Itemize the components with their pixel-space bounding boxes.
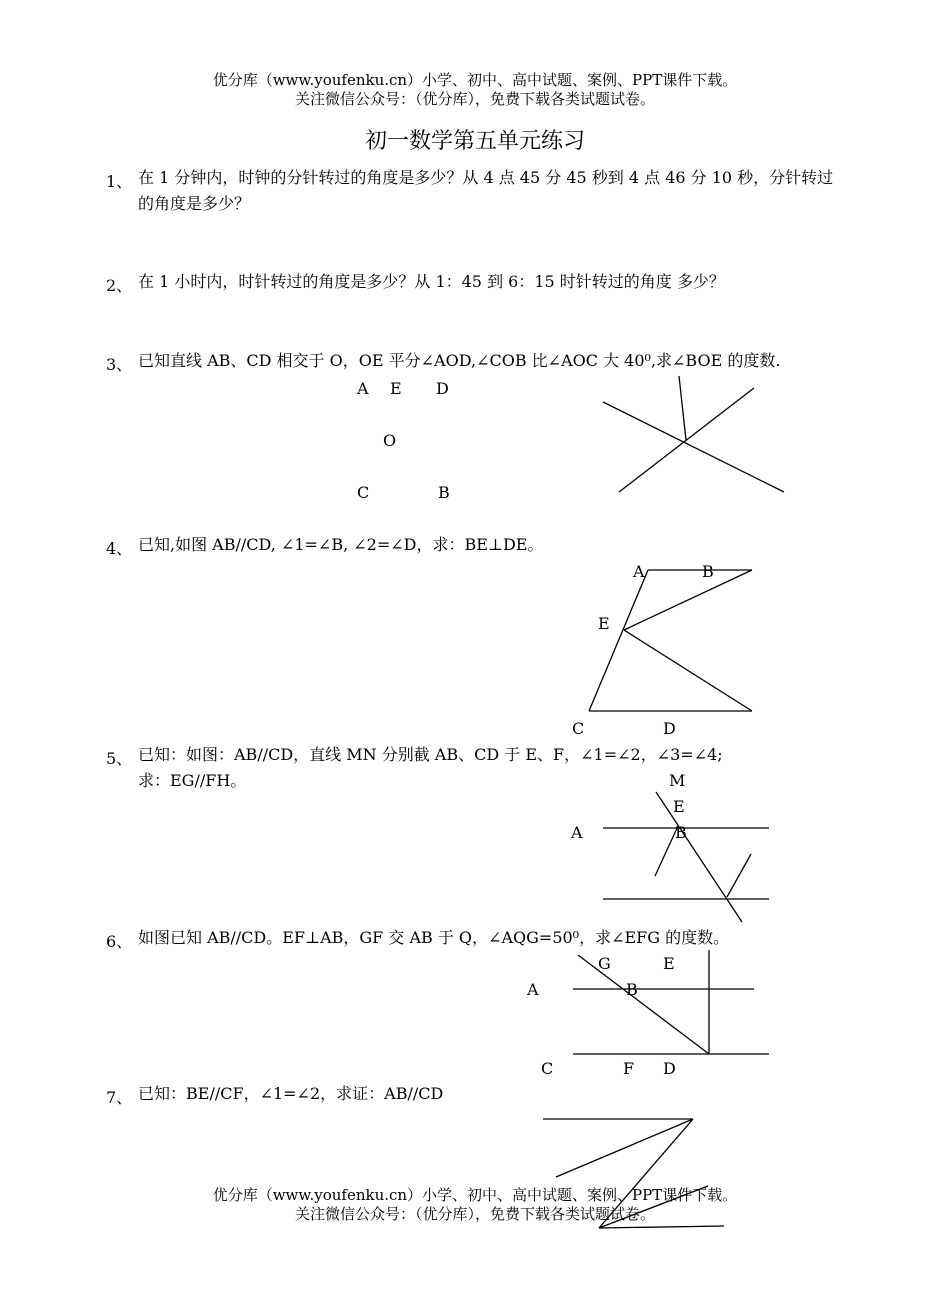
question-number: 4、	[106, 539, 133, 558]
header-line-2: 关注微信公众号：（优分库），免费下载各类试题试卷。	[294, 90, 655, 108]
label-E: E	[673, 797, 685, 816]
label-D: D	[663, 719, 676, 738]
question-number: 7、	[106, 1088, 133, 1107]
question-text-cont: 求：EG//FH。	[138, 771, 247, 790]
label-G: G	[598, 954, 611, 973]
page-title: 初一数学第五单元练习	[364, 129, 585, 154]
label-C: C	[541, 1059, 554, 1078]
label-B: B	[438, 483, 450, 502]
label-B: B	[675, 823, 687, 842]
label-E: E	[663, 954, 675, 973]
label-A: A	[357, 379, 369, 398]
question-number: 2、	[106, 276, 133, 295]
label-C: C	[572, 719, 585, 738]
label-O: O	[383, 431, 397, 450]
question-text: 已知直线 AB、CD 相交于 O，OE 平分∠AOD,∠COB 比∠AOC 大 40⁰,求∠BOE 的度数.	[138, 351, 781, 370]
question-number: 6、	[106, 932, 133, 951]
question-text-cont: 的角度是多少？	[138, 194, 251, 213]
question-number: 3、	[106, 355, 133, 374]
question-number: 5、	[106, 749, 133, 768]
label-A: A	[527, 980, 539, 999]
question-text: 已知：如图：AB//CD，直线 MN 分别截 AB、CD 于 E、F，∠1=∠2，∠3=∠4;	[138, 745, 723, 764]
footer-line-2: 关注微信公众号：（优分库），免费下载各类试题试卷。	[294, 1205, 655, 1223]
figure-q6-parallel-lines	[573, 950, 769, 1054]
question-text: 已知,如图 AB//CD, ∠1=∠B, ∠2=∠D，求：BE⊥DE。	[138, 535, 544, 554]
figure-q4-parallel-lines	[589, 570, 752, 711]
question-text: 如图已知 AB//CD。EF⊥AB，GF 交 AB 于 Q，∠AQG=50⁰，求∠EFG 的度数。	[138, 928, 730, 947]
label-E: E	[390, 379, 402, 398]
label-B: B	[702, 562, 714, 581]
label-C: C	[357, 483, 370, 502]
label-D: D	[436, 379, 449, 398]
header-line-1: 优分库（www.youfenku.cn）小学、初中、高中试题、案例、PPT课件下载。	[212, 71, 738, 89]
label-A: A	[633, 562, 645, 581]
label-B: B	[626, 980, 638, 999]
label-F: F	[623, 1059, 635, 1078]
label-D: D	[663, 1059, 676, 1078]
label-M: M	[669, 771, 686, 790]
question-text: 在 1 分钟内，时钟的分针转过的角度是多少？从 4 点 45 分 45 秒到 4 点 46 分 10 秒，分针转过	[138, 168, 834, 187]
question-text: 已知：BE//CF，∠1=∠2，求证：AB//CD	[138, 1084, 444, 1103]
figure-q5-transversal	[603, 792, 769, 922]
figure-q3-intersecting-lines	[603, 376, 784, 492]
footer-line-1: 优分库（www.youfenku.cn）小学、初中、高中试题、案例、PPT课件下载。	[212, 1186, 738, 1204]
label-E: E	[598, 614, 610, 633]
question-text: 在 1 小时内，时针转过的角度是多少？从 1：45 到 6：15 时针转过的角度 多少？	[138, 272, 725, 291]
question-number: 1、	[106, 172, 133, 191]
label-A: A	[571, 823, 583, 842]
